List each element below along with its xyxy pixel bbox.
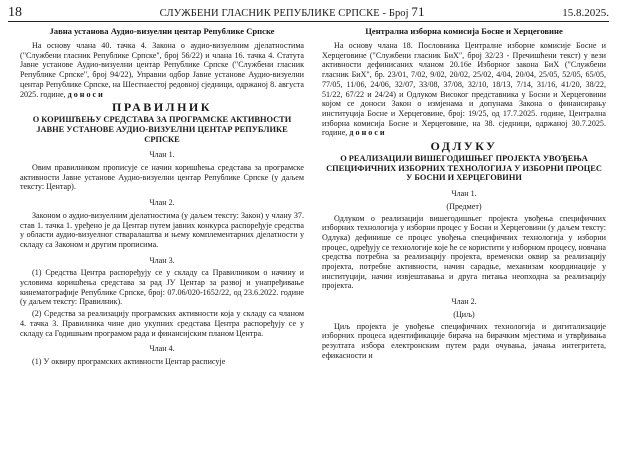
right-preamble [322, 41, 606, 138]
left-preamble-text: На основу члана 40. тачка 4. Закона о аудио-визуелним дјелатностима ("Службени гласник Републике Српске", број 56/22) и члана 16. тачка 4. Статута Јавне установе Аудио-визуелни центар Републике Српске ("Службени гласник Републике Српске", број 94/22), Управни одбор Јавне установе Аудио-визуелни центар Републике Српске, на Шестнаестој редовној сједници, одржаној 8. августа 2025. године, [20, 41, 304, 99]
left-preamble [20, 41, 304, 99]
left-article-1-text: Овим правилником прописује се начин коришћења средстава за програмске активности Јавне установе Аудио-визуелни центар Републике Српске (у даљем тексту: Центар). [20, 163, 304, 192]
page-header [8, 4, 609, 20]
left-preamble-decides: д о н о с и [67, 89, 103, 99]
left-article-3-paragraph-2: (2) Средства за реализацију програмских активности која у складу са чланом 4. тачка 3. Правилника чине дио укупних средстава Центра распоређују се у складу са Годишњим програмом рада и финансијским планом Центра. [20, 309, 304, 338]
right-article-2-subject: (Циљ) [453, 309, 475, 319]
gazette-title-line [22, 4, 562, 20]
right-preamble-text: На основу члана 18. Пословника Централне изборне комисије Босне и Херцеговине ("Службени гласник БиХ", број 32/23 - Пречишћени текст) у вези активности дефинисаних чланом 20.16е Изборног закона БиХ ("Службени гласник БиХ", бр. 23/01, 7/02, 9/02, 20/02, 25/02, 4/04, 20/04, 25/05, 52/05, 65/05, 77/05, 11/06, 24/06, 32/07, 33/08, 37/08, 32/10, 18/13, 7/14, 31/16, 41/20, 38/22, 51/22, 67/22 и 24/24) и Одлуком Високог представника у Босни и Херцеговини којом се доноси Закон о измјенама и допунама Закона о финансирању институција Босне и Херцеговине, број: 19/25, од 17.7.2025. године, Централна изборна комисија Босне и Херцеговине, на 38. сједници, одржаној 30.7.2025. године, [322, 41, 606, 138]
right-issuer: Централна изборна комисија Босне и Херцеговине [365, 26, 563, 36]
issue-date: 15.8.2025. [562, 7, 609, 19]
left-issuer: Јавна установа Аудио-визуелни центар Републике Српске [49, 26, 275, 36]
right-document-title: ОДЛУКУ [430, 139, 498, 154]
right-article-1-text: Одлуком о реализацији вишегодишњег пројекта увођења специфичних изборних технологија у изборни процес у Босни и Херцеговини (у даљем тексту: Одлука) дефинише се процес увођења специфичних технологија у изборни процес, одређују се технологије које ће се користити у изборном процесу, новчана средства потребна за реализацију пројекта, временски оквир за реализацију пројекта, потребне активности, начин сарадње, механизам координације у институцији, начин извјештавања и друга питања неопходна за реализацију пројекта. [322, 213, 606, 291]
page-number: 18 [8, 5, 22, 20]
right-article-2-heading: Члан 2. [451, 297, 477, 307]
left-article-3-heading: Члан 3. [149, 255, 175, 265]
right-article-2-text: Циљ пројекта је увођење специфичних технологија и дигитализације изборних процеса идентификације бирача на бирачким мјестима и утврђивања резултата избора електронским путем ради очувања, јачања интегритета, ефикасности и [322, 321, 606, 360]
right-preamble-decides: д о н о с и [349, 128, 385, 138]
header-divider [8, 21, 609, 22]
left-article-4-heading: Члан 4. [149, 344, 175, 354]
right-article-1-heading: Члан 1. [451, 189, 477, 199]
left-document-title: ПРАВИЛНИК [112, 100, 212, 115]
left-article-3-paragraph-1: (1) Средства Центра распоређују се у складу са Правилником о начину и условима коришћења средстава за рад ЈУ Центар за развој и унапређивање кинематографије Републике Српске, број: 07.06/020-1652/22, од 23.6.2022. године (у даљем тексту: Правилник). [20, 268, 304, 307]
right-document-subtitle: О РЕАЛИЗАЦИЈИ ВИШЕГОДИШЊЕГ ПРОЈЕКТА УВОЂЕЊА СПЕЦИФИЧНИХ ИЗБОРНИХ ТЕХНОЛОГИЈА У ИЗБОРНИ ПРОЦЕС У БОСНИ И ХЕРЦЕГОВИНИ [326, 153, 602, 183]
left-article-2-text: Законом о аудио-визуелним дјелатностима (у даљем тексту: Закон) у члану 37. став 1. тачка 1. уређено је да Центар путем јавних конкурса распоређује средства у области аудио-визуелног стваралаштва и њему комплементарних дјелатности у складу са Законом и другим прописима. [20, 210, 304, 249]
left-article-2-heading: Члан 2. [149, 198, 175, 208]
left-document-subtitle: О КОРИШЋЕЊУ СРЕДСТАВА ЗА ПРОГРАМСКЕ АКТИВНОСТИ ЈАВНЕ УСТАНОВЕ АУДИО-ВИЗУЕЛНИ ЦЕНТАР РЕПУБЛИКЕ СРПСКЕ [32, 114, 292, 144]
gazette-title: СЛУЖБЕНИ ГЛАСНИК РЕПУБЛИКЕ СРПСКЕ [159, 8, 380, 19]
issue-prefix: - Број [382, 8, 409, 19]
left-article-4-paragraph-1: (1) У оквиру програмских активности Центар расписује [32, 356, 226, 366]
right-article-1-subject: (Предмет) [446, 201, 482, 211]
left-article-1-heading: Члан 1. [149, 150, 175, 160]
right-column [322, 26, 606, 362]
left-column [20, 26, 304, 369]
issue-number: 71 [411, 4, 425, 19]
